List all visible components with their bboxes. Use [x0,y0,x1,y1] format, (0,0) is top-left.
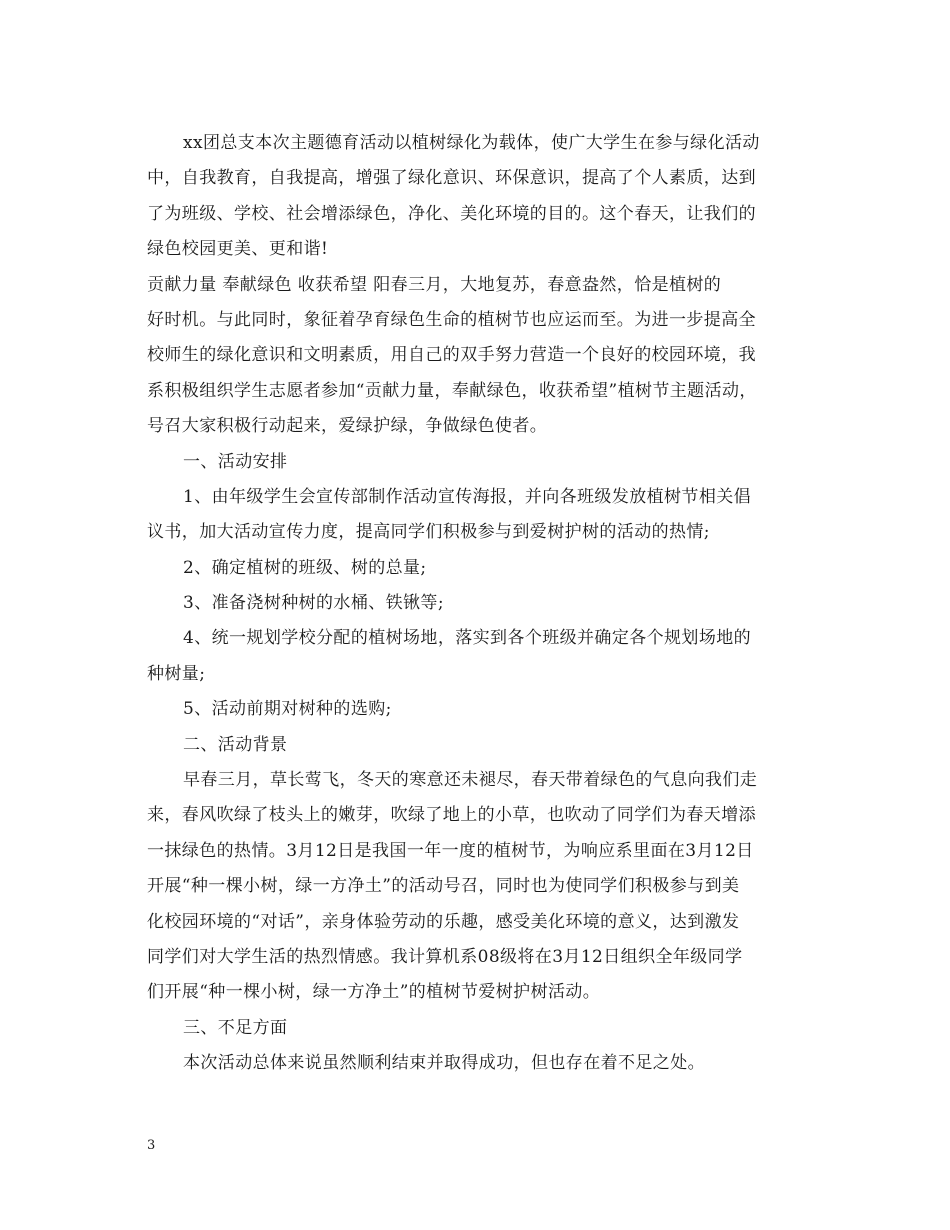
paragraph-line: 校师生的绿化意识和文明素质，用自己的双手努力营造一个良好的校园环境，我 [147,345,756,366]
section-heading: 二、活动背景 [183,734,288,755]
paragraph-line: xx团总支本次主题德育活动以植树绿化为载体，使广大学生在参与绿化活动 [183,133,760,153]
paragraph-line: 一抹绿色的热情。3月12日是我国一年一度的植树节，为响应系里面在3月12日 [147,840,754,861]
paragraph-line: 绿色校园更美、更和谐! [147,239,329,260]
list-item: 3、准备浇树种树的水桶、铁锹等; [183,593,444,614]
paragraph-line: 开展“种一棵小树，绿一方净土”的活动号召，同时也为使同学们积极参与到美 [147,876,740,897]
section-heading: 一、活动安排 [183,451,288,472]
list-item-continuation: 种树量; [147,663,206,684]
page-number: 3 [147,1138,156,1153]
list-item: 1、由年级学生会宣传部制作活动宣传海报，并向各班级发放植树节相关倡 [183,486,752,507]
paragraph-line: 系积极组织学生志愿者参加“贡献力量，奉献绿色，收获希望”植树节主题活动， [147,380,757,401]
list-item: 2、确定植树的班级、树的总量; [183,557,427,578]
paragraph-line: 好时机。与此同时，象征着孕育绿色生命的植树节也应运而至。为进一步提高全 [147,309,756,330]
paragraph-line: 贡献力量 奉献绿色 收获希望 阳春三月，大地复苏，春意盎然，恰是植树的 [147,274,722,295]
paragraph-line: 号召大家积极行动起来，爱绿护绿，争做绿色使者。 [147,416,548,437]
document-body [147,126,807,1082]
list-item-continuation: 议书，加大活动宣传力度，提高同学们积极参与到爱树护树的活动的热情; [147,522,710,543]
section-heading: 三、不足方面 [183,1017,288,1038]
paragraph-line: 本次活动总体来说虽然顺利结束并取得成功，但也存在着不足之处。 [183,1053,705,1074]
paragraph-line: 同学们对大学生活的热烈情感。我计算机系08级将在3月12日组织全年级同学 [147,946,743,967]
paragraph-line: 来，春风吹绿了枝头上的嫩芽，吹绿了地上的小草，也吹动了同学们为春天增添 [147,805,756,826]
paragraph-line: 早春三月，草长莺飞，冬天的寒意还未褪尽，春天带着绿色的气息向我们走 [183,770,758,791]
paragraph-line: 化校园环境的“对话”，亲身体验劳动的乐趣，感受美化环境的意义，达到激发 [147,911,740,932]
list-item: 4、统一规划学校分配的植树场地，落实到各个班级并确定各个规划场地的 [183,628,752,649]
paragraph-line: 们开展“种一棵小树，绿一方净土”的植树节爱树护树活动。 [147,982,601,1003]
paragraph-line: 中，自我教育，自我提高，增强了绿化意识、环保意识，提高了个人素质，达到 [147,168,756,189]
list-item: 5、活动前期对树种的选购; [183,699,392,720]
paragraph-line: 了为班级、学校、社会增添绿色，净化、美化环境的目的。这个春天，让我们的 [147,203,756,224]
